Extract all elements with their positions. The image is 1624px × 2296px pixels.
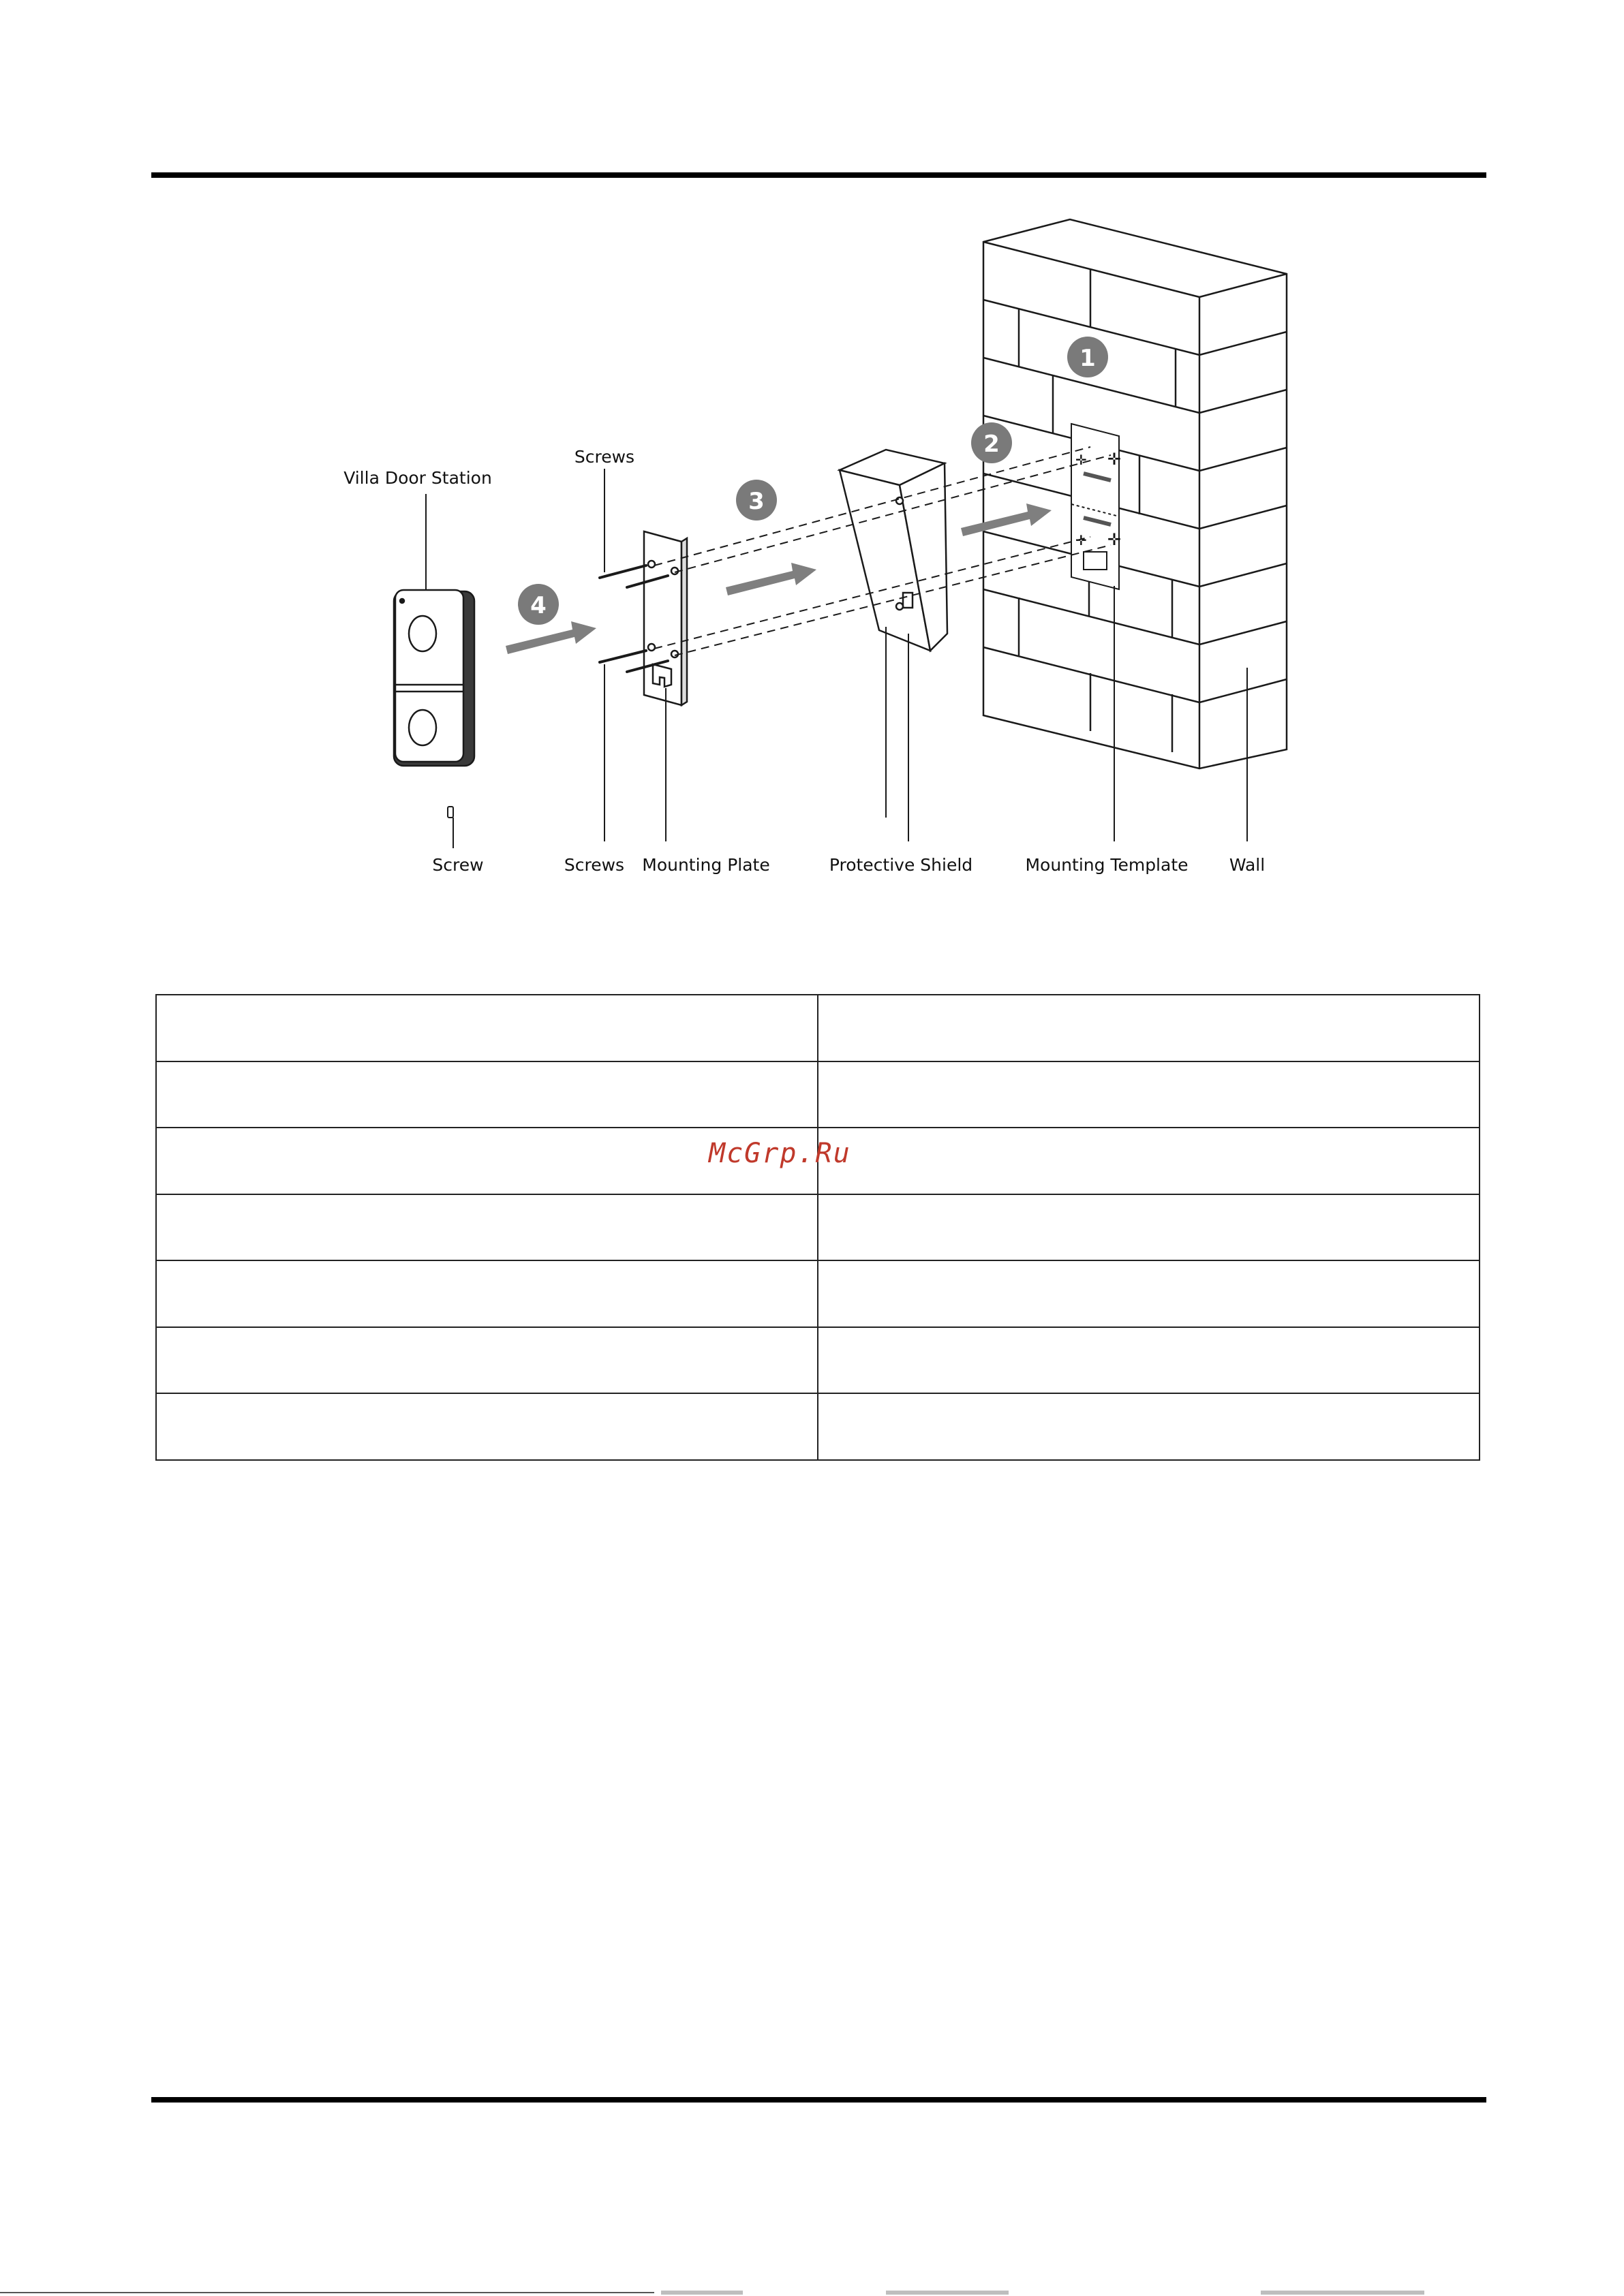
table-row (156, 1327, 1480, 1394)
svg-text:✛: ✛ (1107, 531, 1122, 549)
table-cell (818, 1061, 1480, 1128)
table-cell (818, 995, 1480, 1061)
label-mounting-plate: Mounting Plate (642, 855, 770, 875)
protective-shield-part (840, 450, 947, 818)
table-cell (156, 1194, 818, 1261)
arrows (506, 503, 1052, 654)
blank-table (155, 994, 1480, 1461)
table-row (156, 1194, 1480, 1261)
table-cell (818, 1260, 1480, 1327)
watermark-text: McGrp.Ru (709, 1138, 851, 1169)
installation-diagram (0, 204, 1624, 899)
table-cell (818, 1194, 1480, 1261)
mounting-plate-part (644, 531, 687, 705)
table-cell (818, 1393, 1480, 1460)
table-cell (818, 1327, 1480, 1394)
table-cell (156, 1061, 818, 1128)
table-cell (156, 1393, 818, 1460)
table-row (156, 1393, 1480, 1460)
table-cell (156, 1327, 818, 1394)
step-badge-2: 2 (983, 431, 1000, 458)
label-screws-bottom: Screws (564, 855, 625, 875)
wall-block (983, 219, 1287, 769)
step-badge-1: 1 (1079, 345, 1096, 372)
table-row (156, 995, 1480, 1061)
step-badge-4: 4 (530, 592, 547, 619)
table-row (156, 1061, 1480, 1128)
label-villa-door-station: Villa Door Station (343, 468, 492, 488)
table-cell (156, 995, 818, 1061)
single-screw-part (448, 807, 453, 818)
footer-cropped-text (0, 2289, 1624, 2296)
label-screws-top: Screws (574, 447, 635, 467)
table-row (156, 1260, 1480, 1327)
mounting-template-sheet (1071, 424, 1121, 589)
svg-text:✛: ✛ (1075, 453, 1087, 468)
label-mounting-template: Mounting Template (1025, 855, 1189, 875)
label-screw: Screw (432, 855, 484, 875)
label-wall: Wall (1229, 855, 1266, 875)
svg-text:✛: ✛ (1075, 533, 1087, 548)
table-cell (818, 1128, 1480, 1194)
label-protective-shield: Protective Shield (829, 855, 973, 875)
svg-text:✛: ✛ (1107, 450, 1122, 469)
table-cell (156, 1260, 818, 1327)
header-rule (151, 172, 1486, 178)
villa-door-station-part (394, 590, 474, 766)
step-badge-3: 3 (748, 488, 765, 515)
footer-rule (151, 2097, 1486, 2103)
